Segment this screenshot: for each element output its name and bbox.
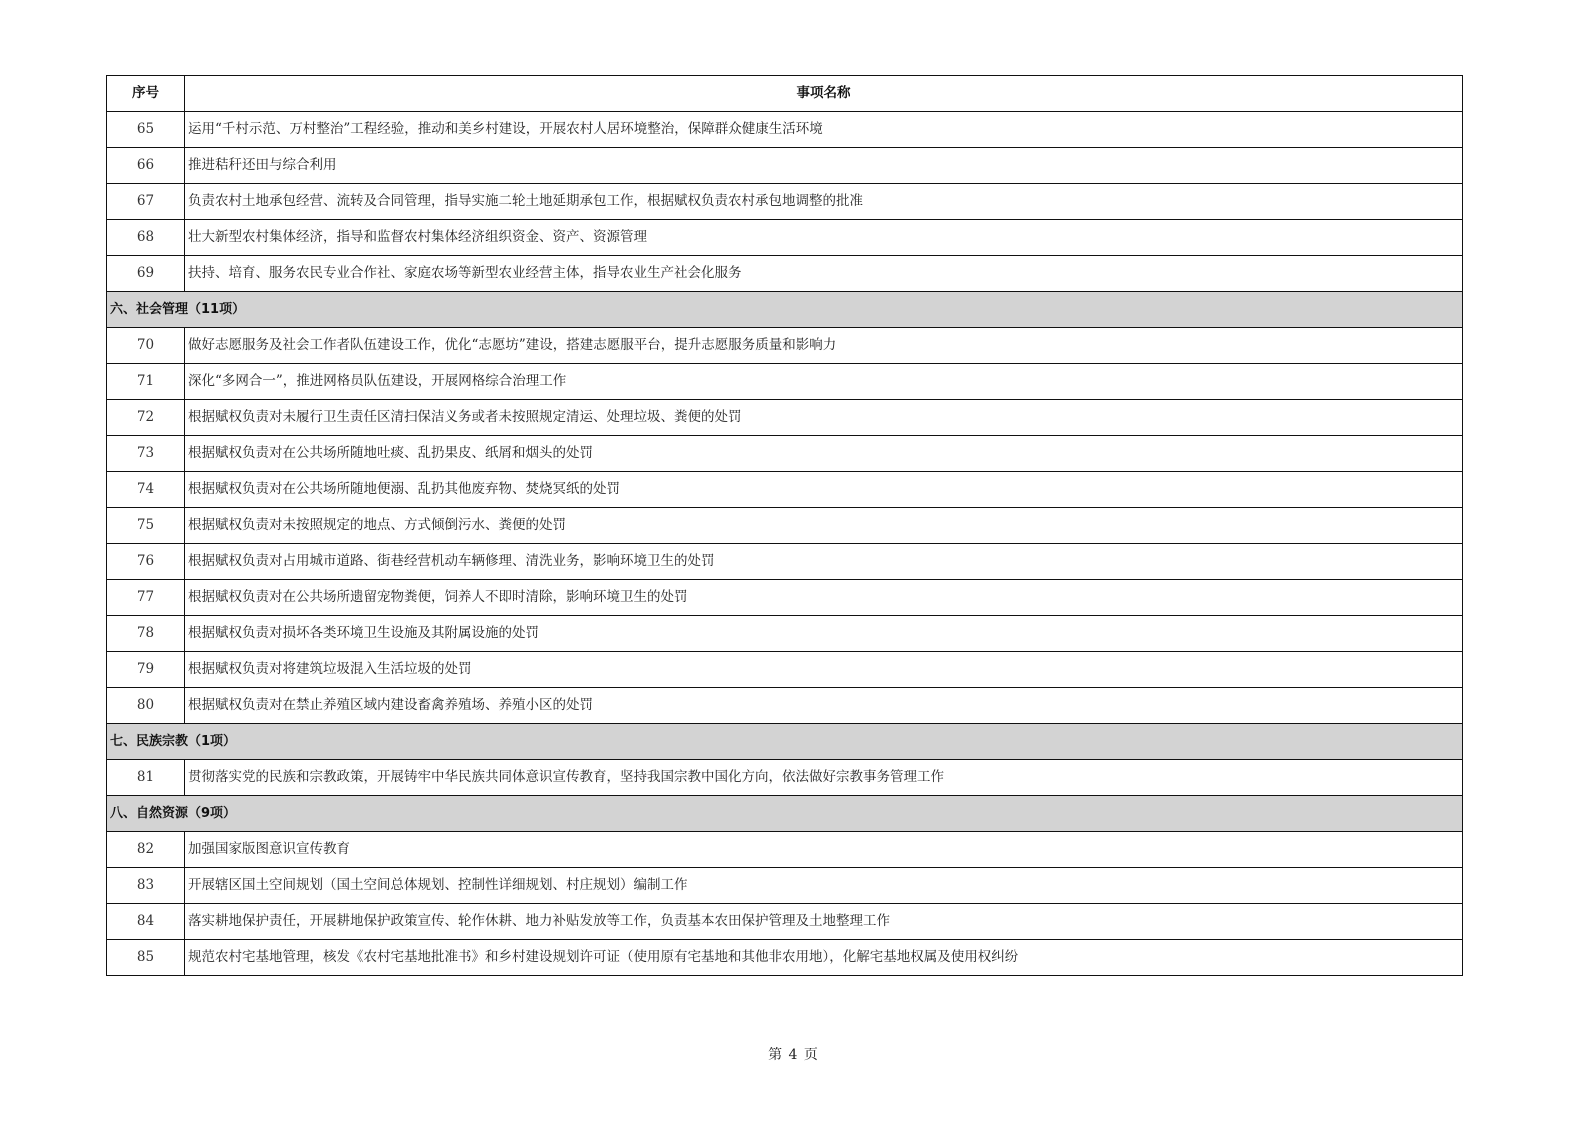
row-item-name: 根据赋权负责对损坏各类环境卫生设施及其附属设施的处罚 bbox=[185, 616, 1463, 652]
table-row bbox=[107, 256, 1463, 292]
row-item-name: 落实耕地保护责任，开展耕地保护政策宣传、轮作休耕、地力补贴发放等工作，负责基本农田保护管理及土地整理工作 bbox=[185, 904, 1463, 940]
row-seq: 66 bbox=[107, 148, 185, 184]
table-header-row bbox=[107, 76, 1463, 112]
row-item-name: 规范农村宅基地管理，核发《农村宅基地批准书》和乡村建设规划许可证（使用原有宅基地和其他非农用地），化解宅基地权属及使用权纠纷 bbox=[185, 940, 1463, 976]
row-item-name: 根据赋权负责对未履行卫生责任区清扫保洁义务或者未按照规定清运、处理垃圾、粪便的处罚 bbox=[185, 400, 1463, 436]
section-row bbox=[107, 292, 1463, 328]
row-item-name: 根据赋权负责对在公共场所遗留宠物粪便，饲养人不即时清除，影响环境卫生的处罚 bbox=[185, 580, 1463, 616]
row-item-name: 负责农村土地承包经营、流转及合同管理，指导实施二轮土地延期承包工作，根据赋权负责农村承包地调整的批准 bbox=[185, 184, 1463, 220]
row-item-name: 根据赋权负责对未按照规定的地点、方式倾倒污水、粪便的处罚 bbox=[185, 508, 1463, 544]
table-row bbox=[107, 760, 1463, 796]
row-seq: 81 bbox=[107, 760, 185, 796]
table-row bbox=[107, 544, 1463, 580]
section-title: 七、民族宗教（1项） bbox=[107, 724, 1463, 760]
row-seq: 73 bbox=[107, 436, 185, 472]
section-title: 六、社会管理（11项） bbox=[107, 292, 1463, 328]
row-seq: 78 bbox=[107, 616, 185, 652]
table-row bbox=[107, 832, 1463, 868]
table-row bbox=[107, 220, 1463, 256]
row-item-name: 开展辖区国土空间规划（国土空间总体规划、控制性详细规划、村庄规划）编制工作 bbox=[185, 868, 1463, 904]
row-item-name: 运用“千村示范、万村整治”工程经验，推动和美乡村建设，开展农村人居环境整治，保障群众健康生活环境 bbox=[185, 112, 1463, 148]
row-seq: 83 bbox=[107, 868, 185, 904]
table-row bbox=[107, 328, 1463, 364]
table-row bbox=[107, 940, 1463, 976]
table-row bbox=[107, 868, 1463, 904]
table-row bbox=[107, 904, 1463, 940]
table-row bbox=[107, 580, 1463, 616]
table-row bbox=[107, 652, 1463, 688]
section-row bbox=[107, 724, 1463, 760]
row-item-name: 做好志愿服务及社会工作者队伍建设工作，优化“志愿坊”建设，搭建志愿服平台，提升志愿服务质量和影响力 bbox=[185, 328, 1463, 364]
row-seq: 70 bbox=[107, 328, 185, 364]
row-seq: 69 bbox=[107, 256, 185, 292]
row-item-name: 扶持、培育、服务农民专业合作社、家庭农场等新型农业经营主体，指导农业生产社会化服务 bbox=[185, 256, 1463, 292]
table-row bbox=[107, 436, 1463, 472]
row-seq: 80 bbox=[107, 688, 185, 724]
row-seq: 74 bbox=[107, 472, 185, 508]
table-row bbox=[107, 472, 1463, 508]
table-row bbox=[107, 688, 1463, 724]
row-item-name: 根据赋权负责对占用城市道路、街巷经营机动车辆修理、清洗业务，影响环境卫生的处罚 bbox=[185, 544, 1463, 580]
table-row bbox=[107, 364, 1463, 400]
row-item-name: 根据赋权负责对在公共场所随地便溺、乱扔其他废弃物、焚烧冥纸的处罚 bbox=[185, 472, 1463, 508]
row-seq: 85 bbox=[107, 940, 185, 976]
row-seq: 72 bbox=[107, 400, 185, 436]
row-item-name: 根据赋权负责对在公共场所随地吐痰、乱扔果皮、纸屑和烟头的处罚 bbox=[185, 436, 1463, 472]
row-item-name: 推进秸秆还田与综合利用 bbox=[185, 148, 1463, 184]
table-row bbox=[107, 184, 1463, 220]
table-row bbox=[107, 508, 1463, 544]
row-seq: 84 bbox=[107, 904, 185, 940]
header-name: 事项名称 bbox=[185, 76, 1463, 112]
page-number: 第 4 页 bbox=[768, 1047, 819, 1063]
row-seq: 65 bbox=[107, 112, 185, 148]
items-table bbox=[106, 75, 1463, 976]
row-item-name: 壮大新型农村集体经济，指导和监督农村集体经济组织资金、资产、资源管理 bbox=[185, 220, 1463, 256]
section-title: 八、自然资源（9项） bbox=[107, 796, 1463, 832]
row-seq: 68 bbox=[107, 220, 185, 256]
row-seq: 79 bbox=[107, 652, 185, 688]
row-seq: 76 bbox=[107, 544, 185, 580]
row-item-name: 根据赋权负责对在禁止养殖区域内建设畜禽养殖场、养殖小区的处罚 bbox=[185, 688, 1463, 724]
row-seq: 67 bbox=[107, 184, 185, 220]
row-item-name: 加强国家版图意识宣传教育 bbox=[185, 832, 1463, 868]
row-item-name: 根据赋权负责对将建筑垃圾混入生活垃圾的处罚 bbox=[185, 652, 1463, 688]
table-row bbox=[107, 112, 1463, 148]
row-seq: 71 bbox=[107, 364, 185, 400]
row-item-name: 贯彻落实党的民族和宗教政策，开展铸牢中华民族共同体意识宣传教育，坚持我国宗教中国化方向，依法做好宗教事务管理工作 bbox=[185, 760, 1463, 796]
table-row bbox=[107, 400, 1463, 436]
row-seq: 77 bbox=[107, 580, 185, 616]
section-row bbox=[107, 796, 1463, 832]
row-seq: 75 bbox=[107, 508, 185, 544]
table-row bbox=[107, 616, 1463, 652]
row-seq: 82 bbox=[107, 832, 185, 868]
header-seq: 序号 bbox=[107, 76, 185, 112]
row-item-name: 深化“多网合一”，推进网格员队伍建设，开展网格综合治理工作 bbox=[185, 364, 1463, 400]
table-body bbox=[107, 112, 1463, 976]
table-row bbox=[107, 148, 1463, 184]
